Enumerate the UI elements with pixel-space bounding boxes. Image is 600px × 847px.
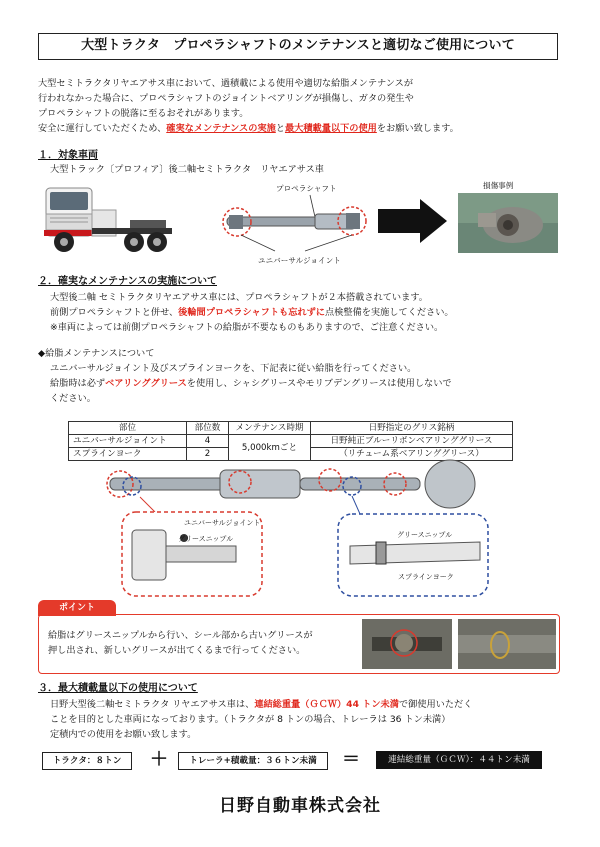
table-cell-grease: （リチューム系ベアリンググリース） bbox=[311, 448, 513, 461]
intro-line bbox=[38, 121, 568, 136]
section2-note: ※車両によっては前側プロペラシャフトの給脂が不要なものもありますので、ご注意ください。 bbox=[50, 322, 444, 333]
table-header: 部位数 bbox=[187, 422, 229, 435]
section2-line bbox=[50, 305, 454, 320]
highlight-gcw: 連結総重量（ＧＣＷ）44 トン未満 bbox=[254, 699, 399, 710]
section3-line bbox=[50, 697, 472, 712]
page-title: 大型トラクタ プロペラシャフトのメンテナンスと適切なご使用について bbox=[38, 33, 558, 60]
table-cell-part: ユニバーサルジョイント bbox=[69, 435, 187, 448]
table-cell-count: 2 bbox=[187, 448, 229, 461]
spline-yoke-label: スプラインヨーク bbox=[398, 573, 454, 581]
point-tab: ポイント bbox=[38, 600, 116, 616]
grease-text-plain: 給脂時は必ず bbox=[50, 378, 106, 389]
intro-text-plain: と bbox=[275, 123, 285, 134]
plus-sign: ＋ bbox=[150, 749, 168, 770]
damage-example-label: 損傷事例 bbox=[483, 181, 514, 190]
company-name: 日野自動車株式会社 bbox=[219, 796, 381, 816]
grease-line: ください。 bbox=[50, 393, 96, 404]
damage-example-photo bbox=[458, 193, 558, 253]
intro-line: プロペラシャフトの脱落に至るおそれがあります。 bbox=[38, 108, 249, 119]
gcw-box: 連結総重量（ＧＣＷ）：４４トン未満 bbox=[376, 751, 542, 769]
intro-text-plain: をお願い致します。 bbox=[376, 123, 459, 134]
universal-joint-label: ユニバーサルジョイント bbox=[258, 256, 341, 265]
section1-heading: １．対象車両 bbox=[38, 150, 98, 161]
section2-heading: ２．確実なメンテナンスの実施について bbox=[38, 276, 217, 287]
table-header-row bbox=[69, 422, 513, 435]
tractor-weight-box: トラクタ：８トン bbox=[42, 752, 132, 770]
highlight-maintenance: 確実なメンテナンスの実施 bbox=[166, 123, 276, 134]
section3-heading: ３．最大積載量以下の使用について bbox=[38, 683, 198, 694]
section3-line: ことを目的とした車両になっております。（トラクタが 8 トンの場合、トレーラは 36 トン未満） bbox=[50, 714, 451, 725]
propeller-shaft-label: プロペラシャフト bbox=[276, 184, 337, 193]
point-line: 押し出され、新しいグリースが出てくるまで行ってください。 bbox=[48, 645, 306, 656]
intro-line: 大型セミトラクタリヤエアサス車において、過積載による使用や適切な給脂メンテナンスが bbox=[38, 78, 414, 89]
intro-text-plain: 安全に運行していただくため、 bbox=[38, 123, 167, 134]
table-header: 部位 bbox=[69, 422, 187, 435]
equals-sign: ＝ bbox=[342, 749, 360, 770]
table-header: 日野指定のグリス銘柄 bbox=[311, 422, 513, 435]
table-header: メンテナンス時期 bbox=[229, 422, 311, 435]
grease-photo-spline bbox=[458, 619, 556, 669]
grease-photo-ujoint bbox=[362, 619, 452, 669]
target-vehicle: 大型トラック〔プロフィア〕後二軸セミトラクタ リヤエアサス車 bbox=[50, 164, 324, 175]
grease-nipple-label: グリースニップル bbox=[397, 531, 453, 539]
grease-nipple-label: グリースニップル bbox=[178, 535, 234, 543]
section2-text-plain: 前側プロペラシャフトと併せ、 bbox=[50, 307, 179, 318]
table-cell-part: スプラインヨーク bbox=[69, 448, 187, 461]
grease-text-plain: を使用し、シャシグリースやモリブデングリースは使用しないで bbox=[186, 378, 452, 389]
grease-line bbox=[50, 376, 452, 391]
section3-line: 定積内での使用をお願い致します。 bbox=[50, 729, 197, 740]
section3-text-plain: 日野大型後二軸セミトラクタ リヤエアサス車は、 bbox=[50, 699, 255, 710]
table-cell-count: 4 bbox=[187, 435, 229, 448]
highlight-max-load: 最大積載量以下の使用 bbox=[284, 123, 377, 134]
highlight-rear-shaft: 後輪間プロペラシャフトも忘れずに bbox=[178, 307, 325, 318]
grease-line: ユニバーサルジョイント及びスプラインヨークを、下記表に従い給脂を行ってください。 bbox=[50, 363, 417, 374]
section2-line: 大型後二軸 セミトラクタリヤエアサス車には、プロペラシャフトが２本搭載されています。 bbox=[50, 292, 428, 303]
intro-line: 行われなかった場合に、プロペラシャフトのジョイントベアリングが損傷し、ガタの発生や bbox=[38, 93, 414, 104]
section2-text-plain: 点検整備を実施してください。 bbox=[325, 307, 454, 318]
ujoint-callout-label: ユニバーサルジョイント bbox=[184, 519, 261, 527]
trailer-weight-box: トレーラ+積載量：３６トン未満 bbox=[178, 752, 328, 770]
grease-heading: ◆給脂メンテナンスについて bbox=[38, 348, 155, 359]
table-cell-interval: 5,000kmごと bbox=[229, 435, 311, 461]
intro-text bbox=[38, 76, 568, 136]
propeller-shaft-diagram bbox=[215, 193, 455, 258]
table-row bbox=[69, 435, 513, 448]
point-line: 給脂はグリースニップルから行い、シール部から古いグリースが bbox=[48, 630, 313, 641]
highlight-bearing-grease: ベアリンググリース bbox=[105, 378, 187, 389]
truck-illustration bbox=[40, 180, 175, 260]
table-cell-grease: 日野純正ブルーリボンベアリンググリース bbox=[311, 435, 513, 448]
section3-text-plain: で御使用いただく bbox=[398, 699, 473, 710]
